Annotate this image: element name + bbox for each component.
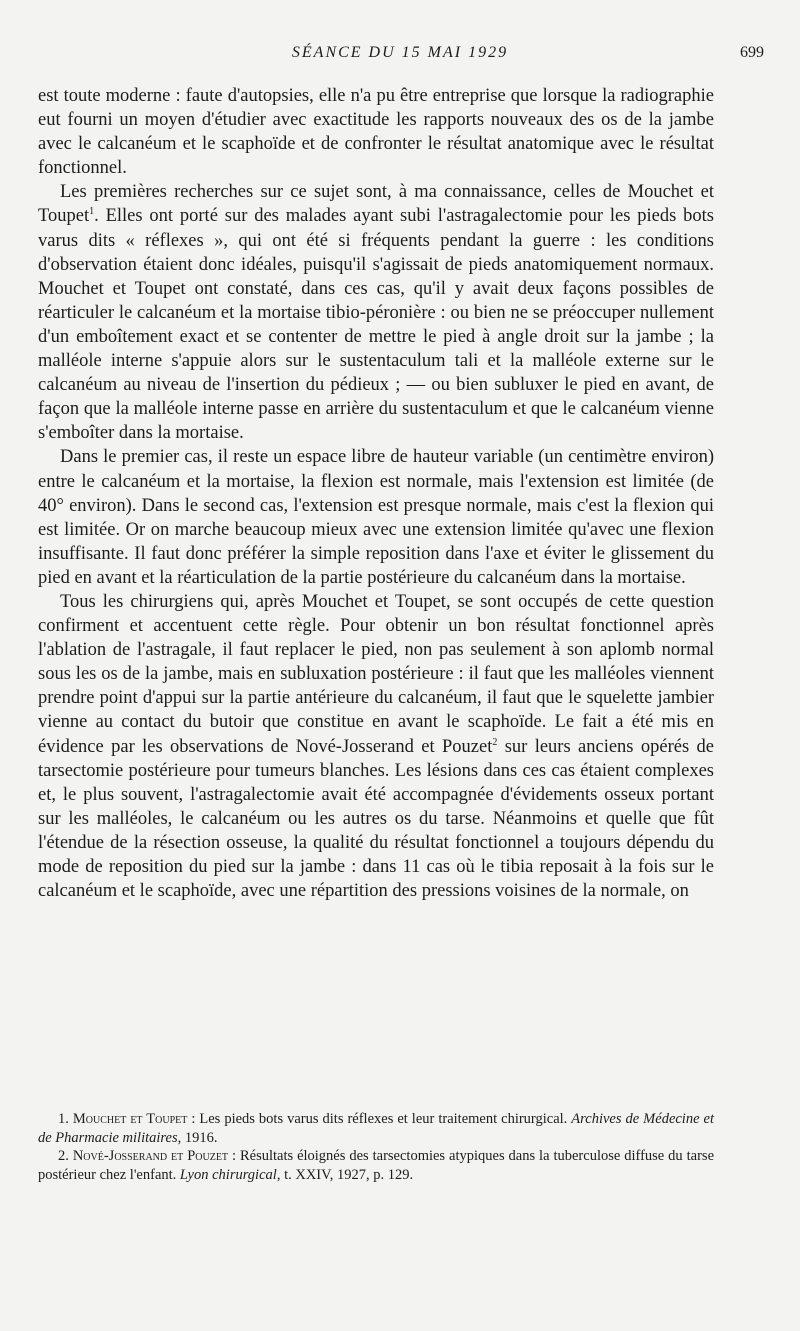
footnotes bbox=[38, 1110, 714, 1184]
footnote-1-number: 1. bbox=[58, 1111, 69, 1127]
paragraph-4-part-a: Tous les chirurgiens qui, après Mouchet et Toupet, se sont occupés de cette question confirment et accentuent cette règle. Pour obtenir un bon résultat fonctionnel après l'ablation de l'astragale, il faut replacer le pied, non pas seulement à son aplomb normal sous les os de la jambe, mais en subluxation postérieure : il faut que les malléoles viennent prendre point d'appui sur la partie antérieure du calcanéum, il faut que le squelette jambier vienne au contact du butoir que constitue en avant le scaphoïde. Le fait a été mis en évidence par les observations de Nové-Josserand et Pouzet bbox=[38, 591, 714, 757]
paragraph-4 bbox=[38, 590, 714, 903]
footnote-1-tail: , 1916. bbox=[177, 1129, 218, 1146]
body-text bbox=[38, 84, 714, 903]
footnote-1-journal: Archives de Médecine et de Pharmacie militaires bbox=[38, 1111, 714, 1146]
footnote-2-journal: Lyon chirurgical bbox=[179, 1166, 277, 1183]
paragraph-2-part-a: Les premières recherches sur ce sujet sont, à ma connaissance, celles de Mouchet et Toupet bbox=[38, 182, 714, 227]
footnote-2-authors: Nové-Josserand et Pouzet bbox=[72, 1148, 229, 1164]
footnote-2 bbox=[38, 1147, 714, 1184]
footnote-2-tail: , t. XXIV, 1927, p. 129. bbox=[276, 1166, 414, 1183]
running-header bbox=[36, 44, 764, 68]
footnote-1 bbox=[38, 1110, 714, 1147]
paragraph-1: est toute moderne : faute d'autopsies, elle n'a pu être entreprise que lorsque la radiographie eut fourni un moyen d'étudier avec exactitude les rapports nouveaux des os de la jambe avec le calcanéum et le scaphoïde et de confronter le résultat anatomique avec le résultat fonctionnel. bbox=[38, 86, 714, 179]
paragraph-2-part-b: . Elles ont porté sur des malades ayant subi l'astragalectomie pour les pieds bots varus dits « réflexes », qui ont été si fréquents pendant la guerre : les conditions d'observation étaient donc idéales, puisqu'il s'agissait de pieds anatomiquement normaux. Mouchet et Toupet ont constaté, dans ces cas, qu'il y avait deux façons possibles de réarticuler le calcanéum et la mortaise tibio-péronière : ou bien ne se préoccuper nullement d'un emboîtement exact et se contenter de mettre le pied à angle droit sur la jambe ; la malléole interne s'appuie alors sur le sustentaculum tali et la malléole externe sur le calcanéum au niveau de l'insertion du pédieux ; — ou bien subluxer le pied en avant, de façon que la malléole interne passe en arrière du sustentaculum et que le calcanéum vienne s'emboîter dans la mortaise. bbox=[38, 206, 714, 444]
page-number: 699 bbox=[740, 44, 764, 61]
footnote-2-number: 2. bbox=[58, 1148, 69, 1164]
footnote-ref-1: 1 bbox=[89, 206, 95, 218]
footnote-2-text: : Résultats éloignés des tarsectomies atypiques dans la tuberculose diffuse du tarse postérieur chez l'enfant. bbox=[38, 1148, 714, 1183]
paragraph-3: Dans le premier cas, il reste un espace libre de hauteur variable (un centimètre environ) entre le calcanéum et la mortaise, la flexion est normale, mais l'extension est limitée (de 40° environ). Dans le second cas, l'extension est presque normale, mais c'est la flexion qui est limitée. Or on marche beaucoup mieux avec une extension limitée qu'avec une flexion insuffisante. Il faut donc préférer la simple reposition dans l'axe et éviter le glissement du pied en avant et la réarticulation de la partie postérieure du calcanéum dans la mortaise. bbox=[38, 447, 714, 588]
running-title: SÉANCE DU 15 MAI 1929 bbox=[291, 44, 509, 61]
footnote-ref-2: 2 bbox=[492, 736, 498, 748]
footnote-1-authors: Mouchet et Toupet bbox=[72, 1111, 188, 1127]
footnote-1-text: : Les pieds bots varus dits réflexes et leur traitement chirurgical. bbox=[187, 1111, 572, 1127]
paragraph-4-part-b: sur leurs anciens opérés de tarsectomie postérieure pour tumeurs blanches. Les lésions dans ces cas étaient complexes et, le plus souvent, l'astragalectomie avait été accompagnée d'évidements osseux portant sur les malléoles, le calcanéum ou les autres os du tarse. Néanmoins et quelle que fût l'étendue de la résection osseuse, la qualité du résultat fonctionnel a toujours dépendu du mode de reposition du pied sur la jambe : dans 11 cas où le tibia reposait à la fois sur le calcanéum et le scaphoïde, avec une répartition des pressions voisines de la normale, on bbox=[38, 736, 714, 902]
paragraph-2 bbox=[38, 180, 714, 445]
